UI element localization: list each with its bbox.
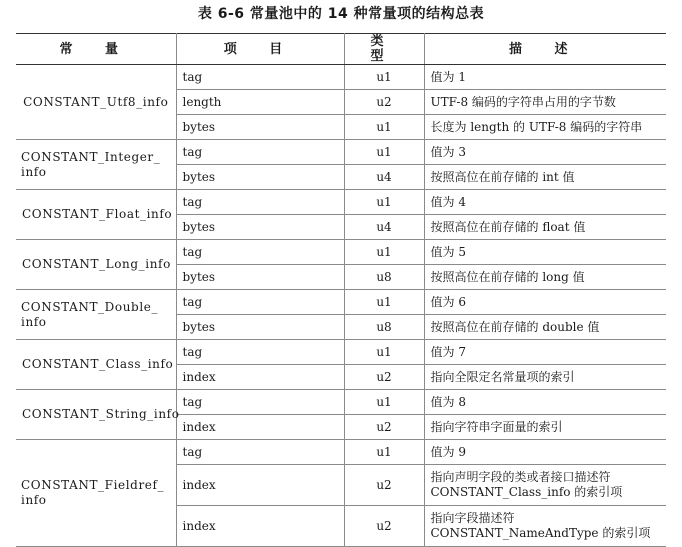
item-cell: tag	[176, 190, 344, 215]
description-cell: 值为 6	[424, 290, 666, 315]
constant-name: CONSTANT_Utf8_info	[16, 65, 176, 140]
description-cell: 值为 4	[424, 190, 666, 215]
item-cell: tag	[176, 390, 344, 415]
description-cell: 指向全限定名常量项的索引	[424, 365, 666, 390]
type-cell: u1	[344, 340, 424, 365]
item-cell: bytes	[176, 215, 344, 240]
item-cell: index	[176, 506, 344, 547]
constant-name: CONSTANT_Fieldref_ info	[16, 440, 176, 547]
item-cell: index	[176, 415, 344, 440]
type-cell: u1	[344, 390, 424, 415]
table-row	[16, 240, 666, 265]
item-cell: bytes	[176, 165, 344, 190]
constant-name: CONSTANT_Float_info	[16, 190, 176, 240]
table-header-row	[16, 34, 666, 65]
item-cell: length	[176, 90, 344, 115]
item-cell: bytes	[176, 265, 344, 290]
type-cell: u4	[344, 215, 424, 240]
header-item: 项 目	[176, 34, 344, 65]
header-constant: 常 量	[16, 34, 176, 65]
description-cell: 指向字符串字面量的索引	[424, 415, 666, 440]
item-cell: tag	[176, 240, 344, 265]
description-cell: 指向声明字段的类或者接口描述符 CONSTANT_Class_info 的索引项	[424, 465, 666, 506]
constant-name: CONSTANT_Long_info	[16, 240, 176, 290]
type-cell: u1	[344, 140, 424, 165]
description-cell: 值为 9	[424, 440, 666, 465]
constant-name: CONSTANT_Class_info	[16, 340, 176, 390]
description-cell: 值为 3	[424, 140, 666, 165]
type-cell: u1	[344, 240, 424, 265]
type-cell: u2	[344, 90, 424, 115]
constant-name: CONSTANT_Double_ info	[16, 290, 176, 340]
type-cell: u8	[344, 315, 424, 340]
description-cell: 按照高位在前存储的 int 值	[424, 165, 666, 190]
type-cell: u1	[344, 115, 424, 140]
item-cell: tag	[176, 290, 344, 315]
item-cell: tag	[176, 140, 344, 165]
description-cell: 值为 1	[424, 65, 666, 90]
description-cell: 按照高位在前存储的 long 值	[424, 265, 666, 290]
table-row	[16, 340, 666, 365]
table-row	[16, 290, 666, 315]
table-caption: 表 6-6 常量池中的 14 种常量项的结构总表	[197, 6, 485, 22]
item-cell: bytes	[176, 315, 344, 340]
constant-name: CONSTANT_String_info	[16, 390, 176, 440]
item-cell: bytes	[176, 115, 344, 140]
item-cell: index	[176, 365, 344, 390]
type-cell: u2	[344, 365, 424, 390]
type-cell: u1	[344, 290, 424, 315]
description-cell: 值为 5	[424, 240, 666, 265]
table-row	[16, 390, 666, 415]
description-cell: 指向字段描述符 CONSTANT_NameAndType 的索引项	[424, 506, 666, 547]
item-cell: index	[176, 465, 344, 506]
type-cell: u1	[344, 65, 424, 90]
table-row	[16, 140, 666, 165]
item-cell: tag	[176, 340, 344, 365]
constant-name: CONSTANT_Integer_ info	[16, 140, 176, 190]
description-cell: 按照高位在前存储的 float 值	[424, 215, 666, 240]
type-cell: u4	[344, 165, 424, 190]
table-row	[16, 190, 666, 215]
header-description: 描 述	[424, 34, 666, 65]
type-cell: u8	[344, 265, 424, 290]
constant-pool-table	[16, 33, 666, 547]
type-cell: u2	[344, 465, 424, 506]
table-row	[16, 65, 666, 90]
type-cell: u1	[344, 440, 424, 465]
table-row	[16, 440, 666, 465]
header-type: 类 型	[344, 34, 424, 65]
description-cell: 长度为 length 的 UTF-8 编码的字符串	[424, 115, 666, 140]
description-cell: 值为 8	[424, 390, 666, 415]
item-cell: tag	[176, 440, 344, 465]
item-cell: tag	[176, 65, 344, 90]
description-cell: 值为 7	[424, 340, 666, 365]
description-cell: 按照高位在前存储的 double 值	[424, 315, 666, 340]
description-cell: UTF-8 编码的字符串占用的字节数	[424, 90, 666, 115]
type-cell: u1	[344, 190, 424, 215]
type-cell: u2	[344, 506, 424, 547]
type-cell: u2	[344, 415, 424, 440]
